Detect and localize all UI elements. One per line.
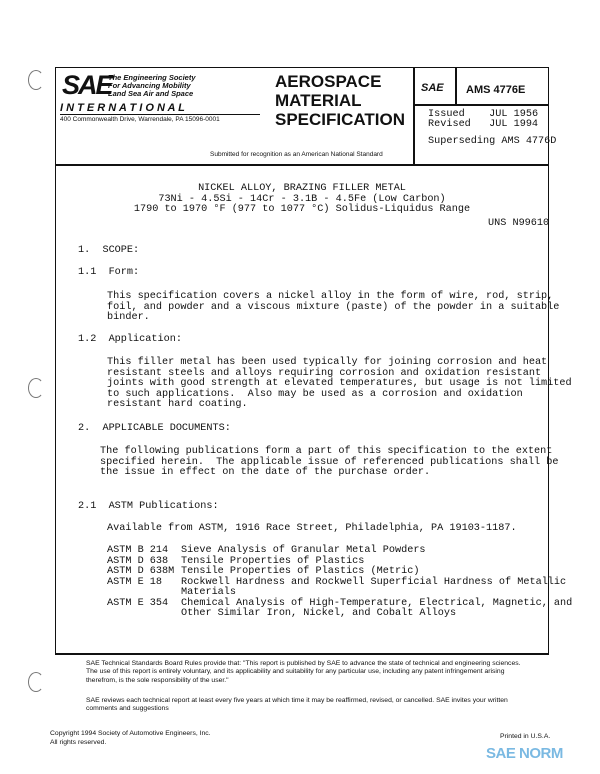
divider (413, 67, 415, 165)
submitted-note: Submitted for recognition as an American National Standard (210, 151, 383, 158)
divider (413, 104, 548, 106)
society-tagline (108, 74, 196, 98)
reference-title: Chemical Analysis of High-Temperature, Electrical, Magnetic, and Other Similar Iron, Nickel, and Cobalt Alloys (181, 597, 573, 619)
issued-label: Issued (428, 109, 465, 120)
sae-logo: SAE (62, 70, 112, 100)
sae-small-logo: SAE (421, 82, 444, 94)
sae-norm-watermark: SAE NORM (486, 745, 563, 762)
international: I N T E R N A T I O N A L (60, 102, 185, 114)
title-line: 73Ni - 4.5Si - 14Cr - 3.1B - 4.5Fe (Low Carbon) (158, 193, 446, 205)
section-2-text: The following publications form a part of this specification to the extent specified herein. The applicable issue of referenced publications shall be the issue in effect on the date of the purchase order. (100, 446, 559, 478)
title-line: 1790 to 1970 °F (977 to 1077 °C) Solidus-Liquidus Range (133, 204, 471, 215)
reference-item (107, 578, 572, 599)
reference-code: ASTM D 638 (107, 555, 169, 567)
divider (55, 164, 549, 166)
punch-hole (28, 672, 44, 692)
revised-label: Revised (428, 119, 471, 130)
revised-date: JUL 1994 (489, 119, 539, 130)
issued-date: JUL 1956 (489, 109, 539, 120)
reference-title: Rockwell Hardness and Rockwell Superficial Hardness of Metallic Materials (181, 576, 567, 598)
reference-item (107, 546, 572, 557)
copyright-line: Copyright 1994 Society of Automotive Engineers, Inc. (50, 730, 211, 737)
section-1-2-text: This filler metal has been used typically for joining corrosion and heat resistant steels and alloys requiring corrosion and oxidation resistant joints with good strength at elevated temperatures, but usage is not limited to such applications. Also may be used as a corrosion and oxidation resistant hard coating. (107, 357, 572, 410)
punch-hole (28, 378, 44, 398)
superseding: Superseding AMS 4776D (428, 136, 557, 147)
tagline-line: For Advancing Mobility (108, 81, 191, 90)
doc-type-line: AEROSPACE (275, 72, 382, 91)
printed-in: Printed in U.S.A. (500, 733, 551, 740)
copyright (50, 730, 211, 747)
reference-list (107, 546, 572, 620)
section-1-1-heading: 1.1 Form: (78, 267, 140, 278)
tagline-line: The Engineering Society (108, 73, 196, 82)
doc-type-line: SPECIFICATION (275, 110, 406, 129)
doc-type (275, 72, 405, 129)
tagline-line: Land Sea Air and Space (108, 89, 194, 98)
doc-type-line: MATERIAL (275, 91, 362, 110)
reference-title: Sieve Analysis of Granular Metal Powders (181, 545, 426, 556)
section-2-1-heading: 2.1 ASTM Publications: (78, 501, 219, 512)
doc-title (55, 184, 549, 216)
reference-title: Tensile Properties of Plastics (181, 555, 365, 567)
reference-item (107, 599, 572, 620)
revised-row (428, 120, 538, 131)
uns-number: UNS N99610 (488, 218, 550, 229)
section-2-1-text: Available from ASTM, 1916 Race Street, Philadelphia, PA 19103-1187. (107, 523, 517, 534)
title-line: NICKEL ALLOY, BRAZING FILLER METAL (198, 183, 406, 194)
reference-code: ASTM B 214 (107, 545, 169, 556)
section-1-heading: 1. SCOPE: (78, 245, 140, 256)
reference-code: ASTM D 638M (107, 566, 175, 577)
divider (455, 67, 457, 105)
tsb-rules: SAE Technical Standards Board Rules provide that: "This report is published by SAE to advance the state of technical and engineering sciences. The use of this report is entirely voluntary, and its applicability and suitability for any particular use, including any patent infringement arising therefrom, is the sole responsibility of the user." (86, 660, 521, 684)
doc-number: AMS 4776E (466, 84, 526, 96)
section-1-1-text: This specification covers a nickel alloy in the form of wire, rod, strip, foil, and powder and a viscous mixture (paste) of the powder in a suitable binder. (107, 291, 560, 323)
reference-title: Tensile Properties of Plastics (Metric) (181, 566, 420, 577)
section-2-heading: 2. APPLICABLE DOCUMENTS: (78, 423, 231, 434)
review-note: SAE reviews each technical report at least every five years at which time it may be reaffirmed, revised, or cancelled. SAE invites your written comments and suggestions (86, 697, 508, 713)
section-1-2-heading: 1.2 Application: (78, 334, 182, 345)
address: 400 Commonwealth Drive, Warrendale, PA 15096-0001 (60, 116, 220, 123)
rights-line: All rights reserved. (50, 738, 107, 746)
divider (60, 114, 260, 115)
reference-code: ASTM E 18 (107, 576, 163, 588)
reference-item (107, 567, 572, 578)
reference-code: ASTM E 354 (107, 597, 169, 609)
punch-hole (28, 70, 44, 90)
